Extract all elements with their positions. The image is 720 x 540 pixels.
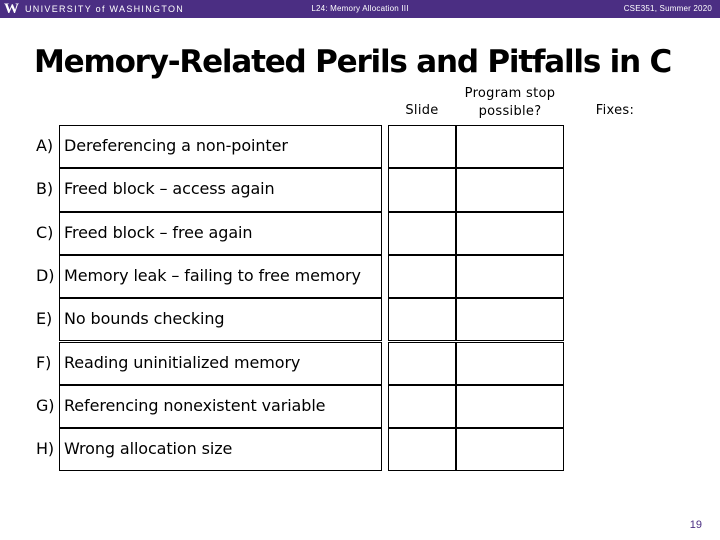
slide-cell — [388, 385, 456, 428]
slide-title: Memory-Related Perils and Pitfalls in C — [34, 44, 672, 80]
row-text: Wrong allocation size — [64, 439, 233, 459]
course-name: CSE351, Summer 2020 — [623, 4, 712, 13]
program-stop-cell — [456, 255, 564, 298]
row-label — [36, 439, 232, 458]
program-stop-cell — [456, 298, 564, 341]
row-label — [36, 309, 224, 328]
program-stop-cell — [456, 385, 564, 428]
program-stop-cell — [456, 428, 564, 471]
row-letter: F) — [36, 352, 52, 372]
row-text: Freed block – access again — [64, 179, 275, 199]
row-text: Memory leak – failing to free memory — [64, 265, 361, 285]
row-letter: B) — [36, 179, 54, 199]
column-header-slide: Slide — [405, 103, 439, 118]
row-label — [36, 136, 288, 155]
row-text: Dereferencing a non-pointer — [64, 136, 288, 155]
slide-cell — [388, 125, 456, 168]
header-bar — [0, 0, 720, 18]
row-text: Referencing nonexistent variable — [64, 395, 326, 415]
slide-cell — [388, 168, 456, 211]
row-label — [36, 179, 275, 198]
row-letter: A) — [36, 136, 53, 155]
university-name: UNIVERSITY of WASHINGTON — [25, 4, 185, 14]
slide-cell — [388, 428, 456, 471]
row-label — [36, 353, 300, 372]
row-letter: C) — [36, 222, 54, 242]
program-stop-cell — [456, 125, 564, 168]
program-stop-cell — [456, 212, 564, 255]
uw-logo-mark: W — [4, 1, 18, 17]
program-stop-cell — [456, 342, 564, 385]
row-text: Reading uninitialized memory — [64, 352, 301, 372]
row-label — [36, 396, 325, 415]
row-text: Freed block – free again — [64, 222, 253, 242]
slide-cell — [388, 342, 456, 385]
row-label — [36, 223, 252, 242]
column-header-program-stop: Program stop possible? — [464, 86, 556, 119]
slide-cell — [388, 255, 456, 298]
slide-cell — [388, 212, 456, 255]
slide-cell — [388, 298, 456, 341]
row-letter: H) — [36, 439, 55, 459]
lecture-title: L24: Memory Allocation III — [311, 4, 409, 13]
row-label — [36, 266, 361, 285]
program-stop-cell — [456, 168, 564, 211]
row-letter: D) — [36, 265, 55, 285]
column-header-fixes: Fixes: — [595, 103, 635, 118]
page-number: 19 — [689, 519, 702, 531]
row-text: No bounds checking — [64, 309, 225, 329]
row-letter: E) — [36, 309, 53, 329]
row-letter: G) — [36, 395, 55, 415]
